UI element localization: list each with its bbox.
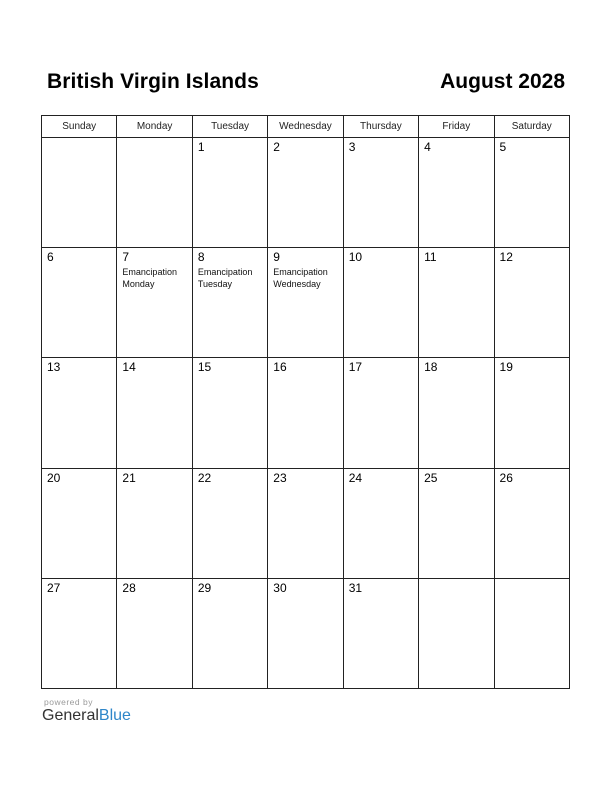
calendar-grid <box>41 115 570 689</box>
day-number: 26 <box>499 470 513 485</box>
day-number: 12 <box>499 250 513 265</box>
day-number: 21 <box>122 470 136 485</box>
day-number: 2 <box>273 140 280 154</box>
day-cell <box>117 578 192 688</box>
day-cell <box>42 578 117 688</box>
day-cell <box>343 138 418 248</box>
day-cell <box>494 358 569 468</box>
weekday-header: Monday <box>117 116 192 138</box>
day-number: 30 <box>273 580 287 595</box>
generalblue-logo <box>42 707 131 725</box>
day-cell <box>192 248 267 358</box>
day-cell <box>494 578 569 688</box>
day-number: 1 <box>197 140 205 154</box>
week-row <box>42 138 570 248</box>
logo-text-general: General <box>42 707 99 724</box>
day-cell <box>268 248 343 358</box>
day-cell <box>117 358 192 468</box>
day-number <box>495 579 569 582</box>
day-cell <box>117 248 192 358</box>
weekday-header: Thursday <box>343 116 418 138</box>
day-cell <box>192 468 267 578</box>
day-number: 11 <box>424 250 437 265</box>
day-cell <box>419 248 494 358</box>
day-cell <box>419 578 494 688</box>
holiday-label: Emancipation Monday <box>122 267 177 290</box>
day-number: 31 <box>348 580 363 595</box>
weekday-header: Wednesday <box>268 116 343 138</box>
day-number: 5 <box>499 140 507 154</box>
day-number: 10 <box>348 250 363 265</box>
day-cell <box>192 138 267 248</box>
day-cell <box>42 138 117 248</box>
day-number: 8 <box>197 250 205 265</box>
day-number: 19 <box>499 360 513 375</box>
calendar-month-title: August 2028 <box>440 70 565 93</box>
day-cell <box>343 358 418 468</box>
weekday-header: Friday <box>419 116 494 138</box>
calendar-country-title: British Virgin Islands <box>47 70 259 93</box>
day-number: 9 <box>273 250 280 265</box>
powered-by-label: powered by <box>44 697 93 707</box>
day-number: 28 <box>122 580 136 595</box>
day-cell <box>494 468 569 578</box>
day-cell <box>42 468 117 578</box>
day-number: 25 <box>424 470 438 485</box>
day-number: 6 <box>47 250 54 265</box>
day-cell <box>268 468 343 578</box>
weekday-header: Sunday <box>42 116 117 138</box>
weekday-header: Tuesday <box>192 116 267 138</box>
day-number: 18 <box>424 360 438 375</box>
day-number: 4 <box>424 140 431 154</box>
day-cell <box>42 358 117 468</box>
day-number: 22 <box>197 470 212 485</box>
day-cell <box>117 138 192 248</box>
day-cell <box>343 468 418 578</box>
day-cell <box>268 578 343 688</box>
day-cell <box>419 358 494 468</box>
holiday-label: Emancipation Tuesday <box>197 267 253 290</box>
footer <box>42 697 131 725</box>
day-number: 24 <box>348 470 363 485</box>
holiday-label: Emancipation Wednesday <box>273 267 328 290</box>
week-row <box>42 468 570 578</box>
day-number: 23 <box>273 470 287 485</box>
day-cell <box>192 358 267 468</box>
day-number <box>419 579 493 582</box>
day-number: 17 <box>348 360 363 375</box>
day-number <box>42 138 116 141</box>
day-cell <box>419 138 494 248</box>
day-number: 14 <box>122 360 136 375</box>
day-cell <box>117 468 192 578</box>
day-number: 16 <box>273 360 287 375</box>
day-cell <box>268 138 343 248</box>
weekday-header: Saturday <box>494 116 569 138</box>
day-number: 7 <box>122 250 130 265</box>
day-number: 20 <box>47 470 61 485</box>
day-cell <box>343 248 418 358</box>
day-number <box>117 138 191 141</box>
day-cell <box>42 248 117 358</box>
day-number: 15 <box>197 360 212 375</box>
day-cell <box>494 248 569 358</box>
day-cell <box>494 138 569 248</box>
weekday-header-row <box>42 116 570 138</box>
day-number: 29 <box>197 580 212 595</box>
calendar-body <box>42 138 570 689</box>
week-row <box>42 578 570 688</box>
day-cell <box>192 578 267 688</box>
day-cell <box>343 578 418 688</box>
logo-text-blue: Blue <box>98 707 131 724</box>
day-number: 13 <box>47 360 61 375</box>
week-row <box>42 358 570 468</box>
day-cell <box>419 468 494 578</box>
day-number: 27 <box>47 580 61 595</box>
day-cell <box>268 358 343 468</box>
day-number: 3 <box>348 140 356 154</box>
week-row <box>42 248 570 358</box>
